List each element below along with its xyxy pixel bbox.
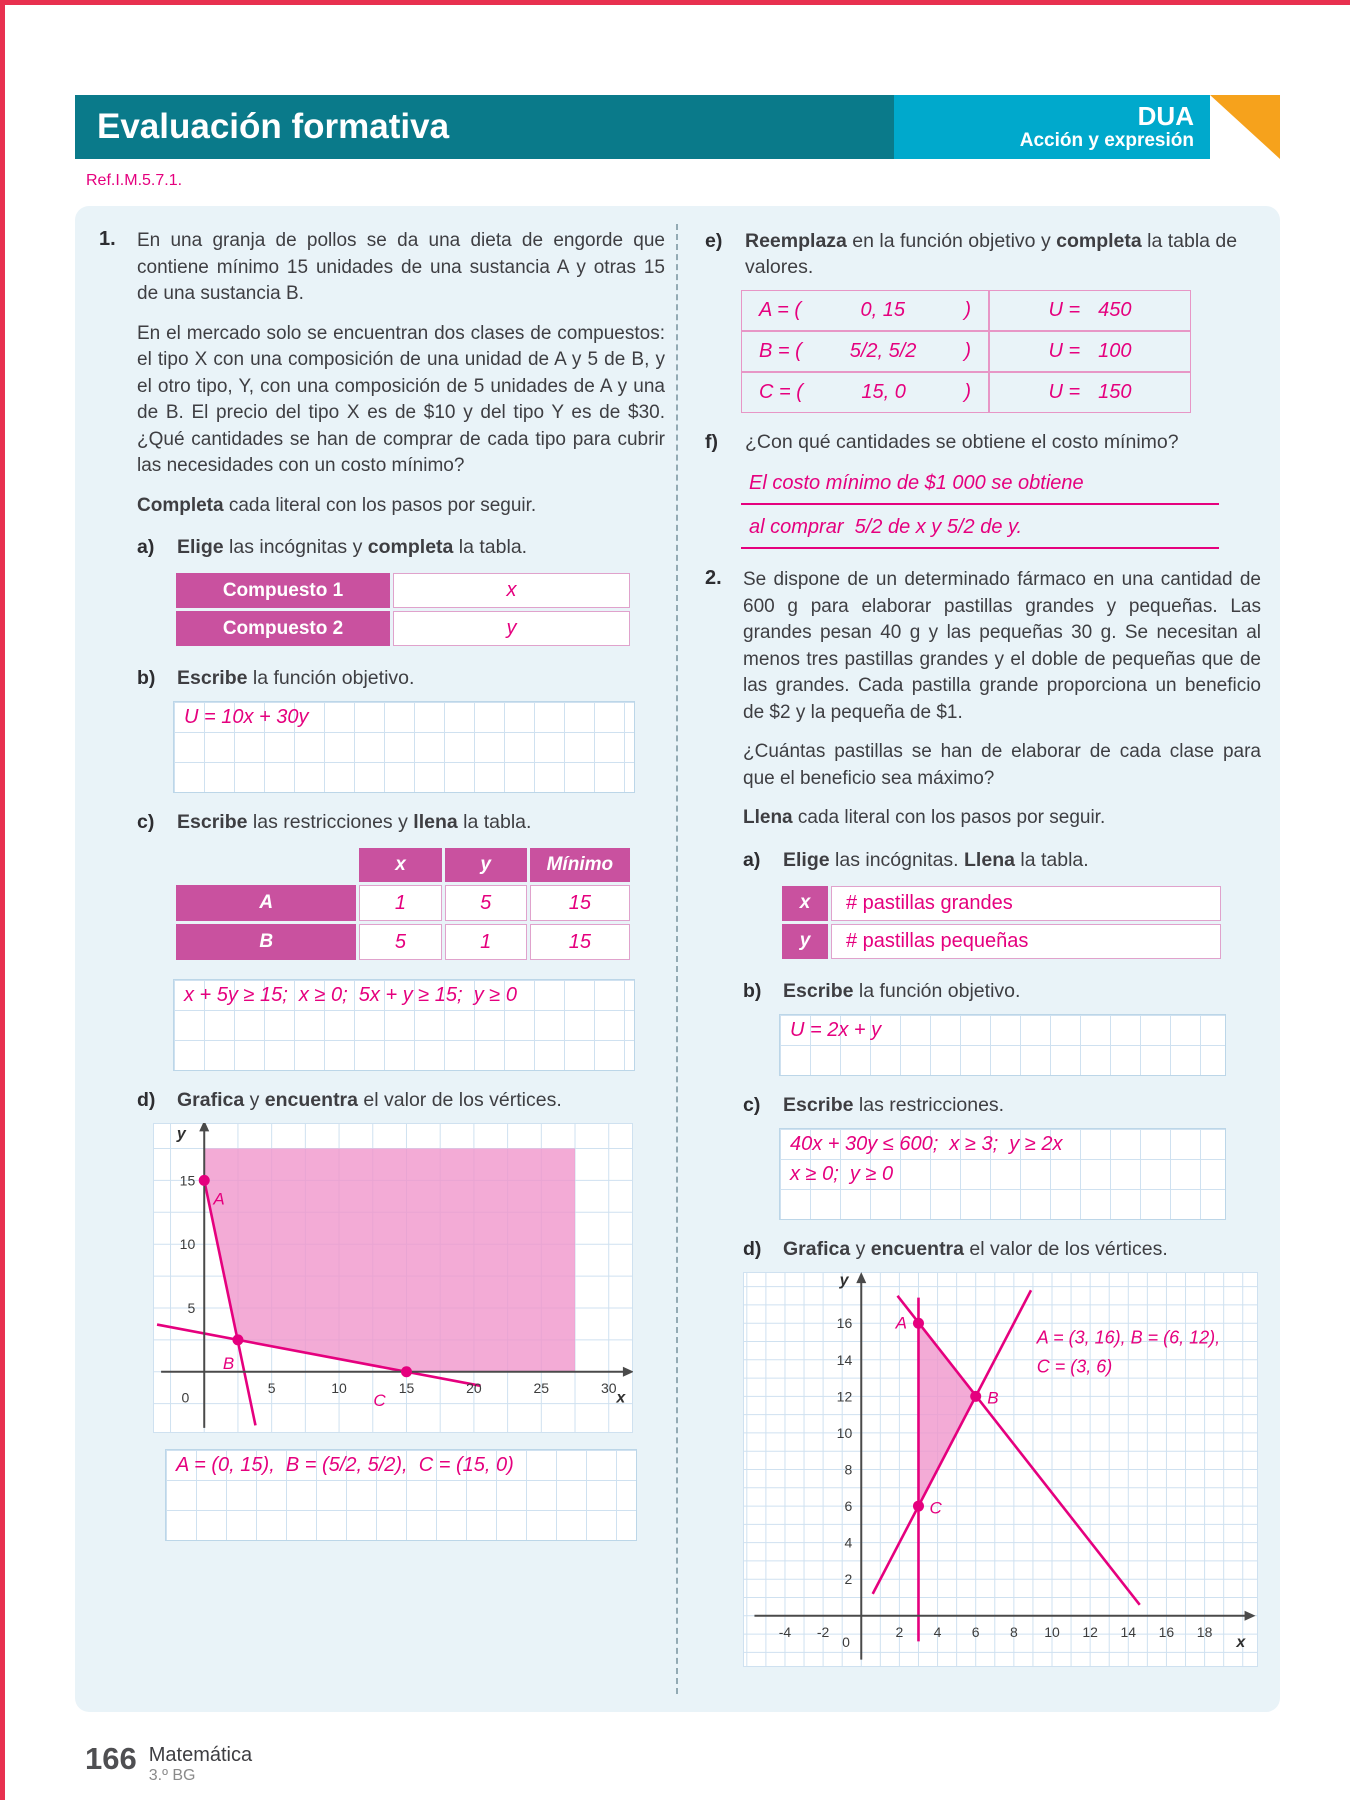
item-2b [743,978,1261,1004]
item-1f-label: f) [705,431,718,453]
svg-text:10: 10 [1044,1623,1060,1640]
u-value: 150 [1098,381,1132,403]
table-incognitas-1 [173,570,633,649]
vertex-cell [741,290,989,331]
svg-text:y: y [176,1125,186,1143]
svg-text:20: 20 [466,1379,482,1396]
svg-text:A: A [213,1189,225,1209]
svg-text:0: 0 [181,1389,190,1406]
exercise-2-number: 2. [705,567,722,589]
u-label: U = [1048,381,1081,403]
svg-text:10: 10 [836,1424,853,1441]
svg-text:12: 12 [836,1387,853,1404]
cell: 5 [359,924,441,960]
page-edge-top [0,0,1350,5]
table-row [176,611,630,646]
svg-text:x: x [616,1389,626,1407]
vertex-prefix: B = ( [759,340,802,362]
column-header-minimo: Mínimo [530,848,630,882]
item-1c [137,809,665,835]
objective-function-1: U = 10x + 30y [184,706,309,728]
exercise-2-paragraph-1: Se dispone de un determinado fármaco en una cantidad de 600 g para elaborar pastillas grandes y pequeñas. Las grandes pesan 40 g y las pequeñas 30 g. Se necesitan al menos tres pastillas grandes y el doble de pequeñas que de las grandes. Cada pastilla grande proporciona un beneficio de $2 y la pequeña de $1. [743,569,1261,723]
svg-text:4: 4 [933,1623,942,1640]
empty-corner-cell [176,848,356,882]
svg-text:B: B [987,1388,999,1408]
description-cell: # pastillas pequeñas [831,924,1221,959]
vertex-cell [741,372,989,413]
table-row [741,290,1191,331]
exercise-1-number: 1. [99,228,116,250]
exercise-2-paragraph-2: ¿Cuántas pastillas se han de elaborar de cada clase para que el beneficio sea máximo? [743,741,1261,789]
vertex-prefix: C = ( [759,381,803,403]
answer-grid-objective-1 [173,701,635,793]
cell: 1 [445,924,527,960]
table-row-B [176,924,630,960]
svg-text:6: 6 [971,1623,980,1640]
table-valores-1 [741,290,1191,413]
vertex-fill: 5/2, 5/2 [849,340,917,362]
answer-grid-vertices-1 [165,1449,637,1541]
column-header-y: y [445,848,527,882]
item-2d [743,1236,1261,1262]
written-answer-1f [741,465,1261,549]
u-label: U = [1048,340,1081,362]
table-row [741,331,1191,372]
item-1e [705,228,1261,280]
row-header: B [176,924,356,960]
item-1e-text: Reemplaza en la función objetivo y completa la tabla de valores. [745,230,1238,278]
vertex-suffix: ) [964,381,971,403]
page-footer [85,1742,252,1786]
svg-text:25: 25 [533,1379,550,1396]
table-incognitas-2 [779,883,1224,962]
item-1d [137,1087,665,1113]
masthead [75,95,1280,159]
cell: 15 [530,924,630,960]
svg-text:A: A [895,1313,907,1333]
svg-text:18: 18 [1196,1623,1213,1640]
vertex-cell [741,331,989,372]
column-divider [676,224,678,1694]
dua-banner [894,95,1210,159]
item-2c-label: c) [743,1093,761,1116]
dua-title: DUA [1137,101,1194,131]
svg-text:15: 15 [398,1379,415,1396]
svg-text:4: 4 [844,1534,853,1551]
page-number: 166 [85,1741,137,1776]
item-1a-label: a) [137,536,155,558]
svg-text:14: 14 [1120,1623,1137,1640]
restrictions-1: x + 5y ≥ 15; x ≥ 0; 5x + y ≥ 15; y ≥ 0 [184,984,517,1006]
exercise-1 [99,228,665,1541]
svg-text:C: C [373,1391,386,1411]
svg-text:10: 10 [331,1379,347,1396]
exercise-1-paragraph-2: En el mercado solo se encuentran dos clases de compuestos: el tipo X con una composición de una unidad de A y 5 de B, y el otro tipo, Y, con una composición de 5 unidades de A y una de B. El precio del tipo X es de $10 y del tipo Y es de $30. ¿Qué cantidades se han de comprar de cada tipo para cubrir las necesidades con un costo mínimo? [137,322,665,476]
item-2c [743,1092,1261,1118]
svg-text:5: 5 [187,1299,196,1316]
vertex-suffix: ) [964,340,971,362]
description-cell: # pastillas grandes [831,886,1221,921]
item-1f-text: ¿Con qué cantidades se obtiene el costo mínimo? [745,431,1179,453]
item-2a-text: Elige las incógnitas. Llena la tabla. [783,848,1089,871]
item-1c-label: c) [137,811,155,833]
table-header-row [176,848,630,882]
svg-text:B: B [222,1354,235,1374]
svg-text:-2: -2 [816,1623,830,1640]
svg-text:16: 16 [1158,1623,1175,1640]
u-label: U = [1048,299,1081,321]
graph-exercise-1 [153,1123,665,1433]
vertex-fill: 15, 0 [861,381,906,403]
svg-text:30: 30 [600,1379,617,1396]
item-2d-label: d) [743,1237,762,1260]
variable-cell: y [782,924,828,959]
svg-text:10: 10 [179,1236,196,1253]
item-2d-text: Grafica y encuentra el valor de los vértices. [783,1237,1168,1260]
svg-text:y: y [839,1271,849,1289]
objective-function-2: U = 2x + y [790,1018,882,1041]
svg-text:x: x [1236,1633,1246,1651]
table-row [176,573,630,608]
column-header-x: x [359,848,441,882]
item-1d-label: d) [137,1089,156,1111]
cell: 1 [359,885,441,921]
cell: 15 [530,885,630,921]
item-1b [137,665,665,691]
row-header: A [176,885,356,921]
exercise-1-instruction: Completa cada literal con los pasos por seguir. [137,494,537,516]
item-1e-label: e) [705,230,723,252]
table-restricciones-1 [173,845,633,963]
row-value: y [393,611,630,646]
item-1c-text: Escribe las restricciones y llena la tabla. [177,811,532,833]
row-header: Compuesto 1 [176,573,390,608]
svg-text:8: 8 [1009,1623,1018,1640]
item-1f [705,429,1261,455]
item-2b-label: b) [743,979,762,1002]
answer-line-1: El costo mínimo de $1 000 se obtiene [741,465,1219,505]
graph-exercise-2 [743,1272,1261,1667]
restrictions-2-line-2: x ≥ 0; y ≥ 0 [790,1162,894,1185]
dua-subtitle: Acción y expresión [1019,130,1194,151]
vertices-1: A = (0, 15), B = (5/2, 5/2), C = (15, 0) [176,1454,514,1476]
svg-text:2: 2 [895,1623,904,1640]
svg-text:C = (3, 6): C = (3, 6) [1036,1356,1113,1377]
item-1b-label: b) [137,667,156,689]
vertex-suffix: ) [964,299,971,321]
item-1b-text: Escribe la función objetivo. [177,667,415,689]
variable-cell: x [782,886,828,921]
svg-text:2: 2 [844,1570,853,1587]
exercise-2 [705,567,1261,1667]
u-value: 450 [1098,299,1132,321]
cell: 5 [445,885,527,921]
answer-grid-restricciones-2 [779,1128,1226,1220]
exercise-1-paragraph-1: En una granja de pollos se da una dieta de engorde que contiene mínimo 15 unidades de una sustancia A y otras 15 de una sustancia B. [137,230,665,304]
left-column [99,228,665,1541]
page-title: Evaluación formativa [75,95,894,159]
svg-text:6: 6 [844,1497,853,1514]
vertex-prefix: A = ( [759,299,802,321]
corner-triangle [1210,95,1280,159]
u-cell [989,290,1191,331]
right-column [705,228,1261,1667]
content-panel [75,206,1280,1712]
reference-code: Ref.I.M.5.7.1. [86,172,183,189]
svg-text:16: 16 [836,1314,853,1331]
row-header: Compuesto 2 [176,611,390,646]
exercise-2-instruction: Llena cada literal con los pasos por seguir. [743,807,1106,828]
item-2c-text: Escribe las restricciones. [783,1093,1005,1116]
answer-grid-restricciones-1 [173,979,635,1071]
u-value: 100 [1098,340,1132,362]
item-2a [743,847,1261,873]
table-row [782,886,1221,921]
table-row [782,924,1221,959]
svg-text:8: 8 [844,1461,853,1477]
answer-grid-objective-2 [779,1014,1226,1076]
table-row-A [176,885,630,921]
restrictions-2-line-1: 40x + 30y ≤ 600; x ≥ 3; y ≥ 2x [790,1132,1063,1155]
item-1a-text: Elige las incógnitas y completa la tabla. [177,536,528,558]
answer-line-2: al comprar 5/2 de x y 5/2 de y. [741,509,1219,549]
row-value: x [393,573,630,608]
u-cell [989,372,1191,413]
item-1d-text: Grafica y encuentra el valor de los vértices. [177,1089,562,1111]
svg-text:0: 0 [842,1633,850,1650]
table-row [741,372,1191,413]
svg-text:12: 12 [1082,1623,1098,1640]
svg-text:5: 5 [267,1379,276,1396]
footer-grade: 3.º BG [148,1767,196,1784]
svg-text:14: 14 [836,1351,853,1368]
vertex-fill: 0, 15 [860,299,905,321]
page-edge-left [0,0,5,1800]
svg-text:15: 15 [179,1172,196,1189]
svg-text:A = (3, 16), B = (6, 12),: A = (3, 16), B = (6, 12), [1036,1326,1221,1347]
u-cell [989,331,1191,372]
item-2b-text: Escribe la función objetivo. [783,979,1021,1002]
item-1a [137,534,665,560]
footer-subject: Matemática [148,1744,253,1766]
footer-meta [149,1742,252,1786]
svg-text:-4: -4 [778,1623,792,1640]
svg-text:C: C [929,1497,942,1517]
item-2a-label: a) [743,848,761,871]
